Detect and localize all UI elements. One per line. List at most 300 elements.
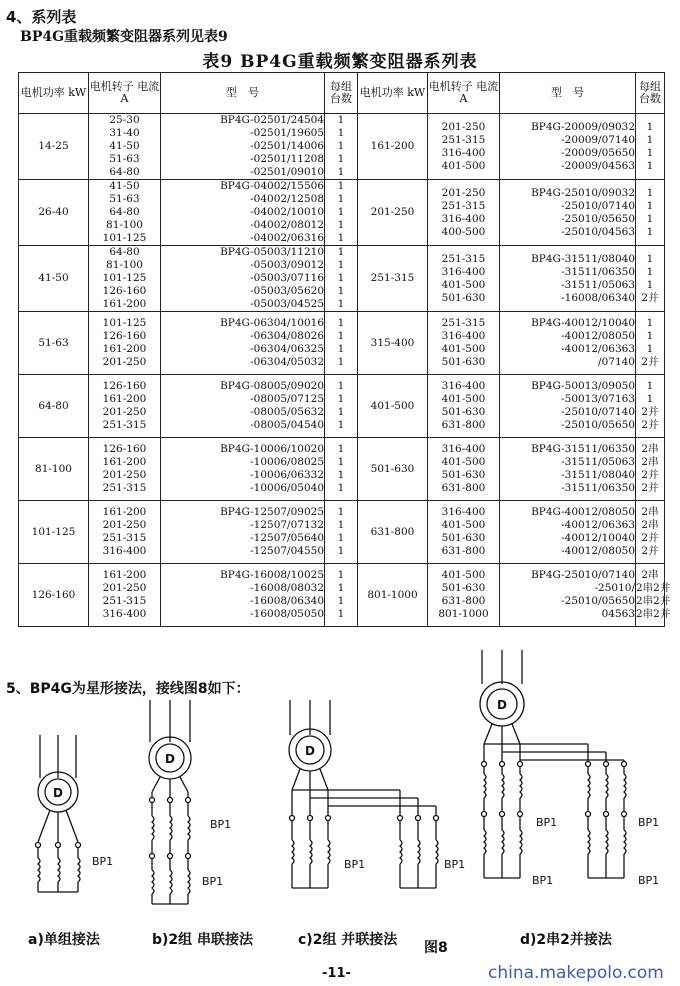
header-current: 电机转子 电流 A — [89, 73, 161, 114]
cell-models-2-line: 04563 — [601, 608, 635, 620]
cell-models-2-line: -25010/05650 — [561, 212, 635, 225]
cell-power: 126-160 — [19, 564, 89, 627]
cell-models-2-line: -20009/07140 — [561, 133, 635, 146]
cell-counts-line: 1 — [337, 419, 345, 431]
cell-models-2-line: -40012/06363 — [561, 343, 635, 355]
cell-models-line: -06304/08026 — [250, 330, 324, 342]
caption-b: b)2组 串联接法 — [152, 932, 254, 948]
cell-models-2-line: BP4G-40012/10040 — [531, 317, 635, 329]
cell-counts-2-line: 2串2并 — [636, 582, 671, 594]
wiring-diagrams — [0, 650, 680, 950]
cell-models-2 — [500, 375, 636, 438]
cell-models — [161, 564, 325, 627]
cell-counts-2-line: 1 — [646, 133, 654, 146]
cell-models-2-line: BP4G-31511/06350 — [531, 443, 635, 455]
cell-counts-2-line: 1 — [646, 278, 654, 291]
bp-label-d1: BP1 — [536, 816, 558, 829]
cell-power: 14-25 — [19, 114, 89, 180]
cell-currents-2-line: 316-400 — [441, 380, 486, 392]
table-row — [19, 246, 665, 312]
cell-counts-line: 1 — [337, 127, 345, 139]
cell-models-line: BP4G-06304/10016 — [220, 317, 324, 329]
cell-counts-line: 1 — [337, 356, 345, 368]
cell-counts-line: 1 — [337, 206, 345, 218]
cell-models — [161, 438, 325, 501]
motor-label-c: D — [305, 744, 315, 758]
header-count: 每组 台数 — [325, 73, 358, 114]
cell-power: 101-125 — [19, 501, 89, 564]
cell-currents — [89, 246, 161, 312]
cell-counts-line: 1 — [337, 343, 345, 355]
cell-currents-line: 251-315 — [102, 532, 147, 544]
cell-models-2-line: BP4G-25010/09032 — [531, 186, 635, 199]
cell-currents-line: 51-63 — [109, 153, 140, 165]
cell-models-2-line: -40012/08050 — [561, 330, 635, 342]
cell-currents-line: 251-315 — [102, 482, 147, 494]
cell-currents-2-line: 501-630 — [441, 406, 486, 418]
cell-power-2: 201-250 — [358, 180, 428, 246]
caption-c: c)2组 并联接法 — [298, 932, 398, 948]
cell-models-2-line: -31511/05063 — [561, 278, 635, 291]
cell-currents-line: 25-30 — [109, 114, 140, 126]
cell-currents-2-line: 316-400 — [441, 265, 486, 278]
cell-power-2: 401-500 — [358, 375, 428, 438]
cell-counts-line: 1 — [337, 140, 345, 152]
cell-counts — [325, 114, 358, 180]
cell-counts-line: 1 — [337, 285, 345, 297]
cell-currents-2-line: 401-500 — [441, 456, 486, 468]
cell-counts-2-line: 2串 — [641, 506, 659, 518]
cell-counts-2-line: 1 — [646, 212, 654, 225]
cell-models-2 — [500, 246, 636, 312]
cell-counts-2 — [636, 501, 665, 564]
watermark: china.makepolo.com — [488, 963, 664, 983]
cell-currents-line: 126-160 — [102, 443, 147, 455]
cell-models-2 — [500, 114, 636, 180]
cell-currents-2-line: 401-500 — [441, 569, 486, 581]
table-row — [19, 114, 665, 180]
cell-counts-line: 1 — [337, 380, 345, 392]
cell-currents-2-line: 801-1000 — [438, 608, 489, 620]
cell-currents-2-line: 401-500 — [441, 159, 486, 172]
cell-models-line: -08005/07125 — [250, 393, 324, 405]
cell-models-2-line: -16008/06340 — [561, 291, 635, 304]
cell-counts-2-line: 1 — [646, 317, 654, 329]
cell-counts-line: 1 — [337, 532, 345, 544]
cell-currents-2-line: 316-400 — [441, 443, 486, 455]
cell-models — [161, 246, 325, 312]
cell-currents-2-line: 401-500 — [441, 343, 486, 355]
cell-counts-line: 1 — [337, 180, 345, 192]
cell-power-2: 631-800 — [358, 501, 428, 564]
cell-currents-line: 81-100 — [106, 219, 143, 231]
cell-counts-2-line: 1 — [646, 225, 654, 238]
cell-counts-2 — [636, 312, 665, 375]
cell-counts-2 — [636, 180, 665, 246]
cell-models-line: BP4G-04002/15506 — [220, 180, 324, 192]
cell-currents-line: 161-200 — [102, 569, 147, 581]
cell-currents-2-line: 631-800 — [441, 482, 486, 494]
cell-models-line: -04002/10010 — [250, 206, 324, 218]
motor-label-d: D — [497, 698, 507, 712]
cell-models-2 — [500, 438, 636, 501]
cell-models-line: BP4G-10006/10020 — [220, 443, 324, 455]
cell-currents-line: 126-160 — [102, 330, 147, 342]
cell-models-line: -06304/05032 — [250, 356, 324, 368]
cell-currents-2-line: 316-400 — [441, 506, 486, 518]
cell-currents-line: 101-125 — [102, 232, 147, 244]
cell-currents-2-line: 400-500 — [441, 225, 486, 238]
cell-counts-line: 1 — [337, 545, 345, 557]
cell-models-2-line: -40012/06363 — [561, 519, 635, 531]
cell-currents-line: 64-80 — [109, 206, 140, 218]
cell-currents-2-line: 201-250 — [441, 186, 486, 199]
cell-counts-2-line: 1 — [646, 343, 654, 355]
cell-models-line: -02501/14006 — [250, 140, 324, 152]
cell-currents-line: 161-200 — [102, 343, 147, 355]
cell-models-2-line: -25010/07140 — [561, 406, 635, 418]
cell-models-2-line: -31511/06350 — [561, 265, 635, 278]
table-row — [19, 438, 665, 501]
cell-models-2 — [500, 501, 636, 564]
cell-currents-2 — [428, 312, 500, 375]
table-row — [19, 564, 665, 627]
cell-models-2-line: -25010/ — [594, 582, 635, 594]
table-title: 表9 BP4G重载频繁变阻器系列表 — [202, 52, 478, 72]
bp-label-c2: BP1 — [444, 858, 466, 871]
cell-counts-2-line: 1 — [646, 199, 654, 212]
bp-label-b1: BP1 — [210, 818, 232, 831]
cell-counts-line: 1 — [337, 317, 345, 329]
cell-models-2 — [500, 180, 636, 246]
cell-models-2-line: -25010/07140 — [561, 199, 635, 212]
cell-counts-2-line: 2串 — [641, 443, 659, 455]
cell-currents-line: 201-250 — [102, 519, 147, 531]
motor-label-a: D — [53, 786, 63, 800]
cell-currents-line: 126-160 — [102, 380, 147, 392]
cell-power-2: 801-1000 — [358, 564, 428, 627]
bp-label-d4: BP1 — [638, 874, 660, 887]
cell-counts-2 — [636, 375, 665, 438]
cell-models-line: -05003/09012 — [250, 259, 324, 271]
cell-currents-line: 64-80 — [109, 246, 140, 258]
cell-models — [161, 501, 325, 564]
cell-counts — [325, 246, 358, 312]
cell-counts-2-line: 1 — [646, 330, 654, 342]
cell-currents-line: 81-100 — [106, 259, 143, 271]
header-power: 电机功率 kW — [19, 73, 89, 114]
cell-counts-2 — [636, 564, 671, 627]
cell-power-2: 315-400 — [358, 312, 428, 375]
cell-currents-2-line: 251-315 — [441, 199, 486, 212]
cell-models-2-line: -31511/06350 — [561, 482, 635, 494]
cell-currents-line: 201-250 — [102, 469, 147, 481]
cell-currents-2 — [428, 180, 500, 246]
cell-currents-line: 41-50 — [109, 180, 140, 192]
cell-models-line: -06304/06325 — [250, 343, 324, 355]
cell-models-line: -16008/05050 — [250, 608, 324, 620]
cell-currents-2-line: 251-315 — [441, 133, 486, 146]
caption-a: a)单组接法 — [28, 932, 100, 948]
cell-counts-2-line: 2并 — [641, 419, 659, 431]
cell-counts-2-line: 1 — [646, 380, 654, 392]
cell-counts-line: 1 — [337, 506, 345, 518]
cell-models-line: -08005/05632 — [250, 406, 324, 418]
cell-models-2-line: BP4G-20009/09032 — [531, 120, 635, 133]
cell-models-line: -02501/09010 — [250, 166, 324, 178]
cell-models — [161, 114, 325, 180]
cell-currents-line: 161-200 — [102, 393, 147, 405]
cell-models-2-line: -25010/05650 — [561, 595, 635, 607]
cell-counts-line: 1 — [337, 406, 345, 418]
cell-currents-2 — [428, 246, 500, 312]
cell-counts-2-line: 1 — [646, 120, 654, 133]
cell-models-2 — [500, 312, 636, 375]
cell-models-line: -10006/08025 — [250, 456, 324, 468]
bp-label-d3: BP1 — [532, 874, 554, 887]
cell-models-line: BP4G-08005/09020 — [220, 380, 324, 392]
diagram-d — [480, 650, 627, 878]
cell-counts-line: 1 — [337, 608, 345, 620]
cell-counts-line: 1 — [337, 582, 345, 594]
cell-currents-2 — [428, 564, 500, 627]
cell-counts-line: 1 — [337, 569, 345, 581]
bp-label-d2: BP1 — [638, 816, 660, 829]
header-model-2: 型 号 — [500, 73, 636, 114]
cell-counts — [325, 180, 358, 246]
cell-models — [161, 312, 325, 375]
cell-currents-line: 161-200 — [102, 506, 147, 518]
table-header-row — [19, 73, 665, 114]
cell-power-2: 161-200 — [358, 114, 428, 180]
cell-currents-line: 101-125 — [102, 272, 147, 284]
cell-currents — [89, 312, 161, 375]
cell-counts-2 — [636, 114, 665, 180]
cell-currents-2 — [428, 375, 500, 438]
cell-models-line: -02501/11208 — [250, 153, 324, 165]
cell-counts-2-line: 1 — [646, 186, 654, 199]
cell-currents-line: 316-400 — [102, 545, 147, 557]
cell-models-line: -05003/04525 — [250, 298, 324, 310]
section-4-subheading: BP4G重载频繁变阻器系列见表9 — [20, 29, 228, 45]
cell-currents-2-line: 316-400 — [441, 212, 486, 225]
cell-models-line: -16008/06340 — [250, 595, 324, 607]
cell-power-2: 501-630 — [358, 438, 428, 501]
cell-models-2-line: -31511/05063 — [561, 456, 635, 468]
cell-models — [161, 375, 325, 438]
cell-models-line: -12507/07132 — [250, 519, 324, 531]
table-row — [19, 312, 665, 375]
cell-currents-2-line: 631-800 — [441, 595, 486, 607]
cell-currents-2-line: 316-400 — [441, 146, 486, 159]
cell-currents — [89, 375, 161, 438]
cell-currents-line: 201-250 — [102, 582, 147, 594]
cell-counts-line: 1 — [337, 456, 345, 468]
cell-models-2-line: BP4G-50013/09050 — [531, 380, 635, 392]
cell-models-2-line: /07140 — [598, 356, 635, 368]
cell-currents — [89, 438, 161, 501]
cell-currents-line: 201-250 — [102, 356, 147, 368]
figure-label: 图8 — [424, 940, 448, 956]
cell-counts-line: 1 — [337, 193, 345, 205]
cell-power-2: 251-315 — [358, 246, 428, 312]
cell-currents-line: 51-63 — [109, 193, 140, 205]
cell-models-2-line: -20009/04563 — [561, 159, 635, 172]
cell-models-line: -04002/06316 — [250, 232, 324, 244]
diagram-b — [149, 700, 191, 904]
cell-counts-2-line: 2并 — [641, 291, 659, 304]
cell-models-2-line: BP4G-31511/08040 — [531, 252, 635, 265]
cell-counts-line: 1 — [337, 246, 345, 258]
cell-models-2-line: -50013/07163 — [561, 393, 635, 405]
series-table — [18, 72, 671, 627]
cell-currents-line: 161-200 — [102, 456, 147, 468]
table-row — [19, 501, 665, 564]
cell-models-line: -12507/05640 — [250, 532, 324, 544]
cell-counts-2-line: 2并 — [641, 482, 659, 494]
cell-models-2-line: -25010/05650 — [561, 419, 635, 431]
cell-models-line: -04002/12508 — [250, 193, 324, 205]
cell-counts-2-line: 2并 — [641, 469, 659, 481]
cell-currents-line: 161-200 — [102, 298, 147, 310]
cell-counts-2-line: 2并 — [641, 532, 659, 544]
cell-currents-line: 101-125 — [102, 317, 147, 329]
cell-counts-2-line: 2串2并 — [636, 608, 671, 620]
section-5-heading: 5、BP4G为星形接法，接线图8如下： — [6, 681, 250, 697]
cell-counts-2 — [636, 438, 665, 501]
cell-models-line: BP4G-16008/10025 — [220, 569, 324, 581]
cell-counts-2-line: 1 — [646, 146, 654, 159]
caption-d: d)2串2并接法 — [520, 932, 612, 948]
table-row — [19, 375, 665, 438]
cell-models-line: -04002/08012 — [250, 219, 324, 231]
cell-currents-2 — [428, 438, 500, 501]
bp-label-c1: BP1 — [344, 858, 366, 871]
cell-models — [161, 180, 325, 246]
cell-power: 64-80 — [19, 375, 89, 438]
cell-currents-2 — [428, 114, 500, 180]
cell-models-2-line: -40012/08050 — [561, 545, 635, 557]
table-row — [19, 180, 665, 246]
cell-counts-2-line: 2串2并 — [636, 595, 671, 607]
cell-currents — [89, 114, 161, 180]
cell-models-2-line: -25010/04563 — [561, 225, 635, 238]
cell-currents-line: 31-40 — [109, 127, 140, 139]
cell-counts-line: 1 — [337, 219, 345, 231]
cell-currents-2-line: 401-500 — [441, 393, 486, 405]
cell-counts-line: 1 — [337, 272, 345, 284]
cell-counts — [325, 438, 358, 501]
cell-models-line: -16008/08032 — [250, 582, 324, 594]
cell-models-line: BP4G-12507/09025 — [220, 506, 324, 518]
cell-models-line: BP4G-02501/24504 — [220, 114, 324, 126]
cell-counts-2-line: 1 — [646, 159, 654, 172]
cell-currents-2-line: 501-630 — [441, 356, 486, 368]
cell-models-line: -05003/05620 — [250, 285, 324, 297]
cell-counts-2-line: 1 — [646, 252, 654, 265]
cell-counts-line: 1 — [337, 443, 345, 455]
cell-currents-2-line: 501-630 — [441, 532, 486, 544]
cell-counts-line: 1 — [337, 166, 345, 178]
cell-models-line: -08005/04540 — [250, 419, 324, 431]
cell-models-line: -10006/06332 — [250, 469, 324, 481]
cell-counts-2-line: 1 — [646, 265, 654, 278]
cell-counts — [325, 312, 358, 375]
cell-currents-2-line: 631-800 — [441, 545, 486, 557]
header-model: 型 号 — [161, 73, 325, 114]
cell-counts — [325, 501, 358, 564]
cell-models-2-line: -40012/10040 — [561, 532, 635, 544]
page-number: -11- — [322, 966, 351, 981]
cell-models-line: -05003/07116 — [250, 272, 324, 284]
cell-counts-2-line: 2并 — [641, 356, 659, 368]
table-body — [19, 114, 671, 627]
cell-power: 41-50 — [19, 246, 89, 312]
header-current-2: 电机转子 电流 A — [428, 73, 500, 114]
cell-power: 51-63 — [19, 312, 89, 375]
cell-counts-line: 1 — [337, 519, 345, 531]
cell-counts-line: 1 — [337, 469, 345, 481]
cell-counts-line: 1 — [337, 153, 345, 165]
cell-currents-2-line: 251-315 — [441, 317, 486, 329]
cell-counts — [325, 564, 358, 627]
header-power-2: 电机功率 kW — [358, 73, 428, 114]
cell-counts-line: 1 — [337, 232, 345, 244]
bp-label-a: BP1 — [92, 855, 114, 868]
cell-counts-2 — [636, 246, 665, 312]
cell-models-2-line: -20009/05650 — [561, 146, 635, 159]
cell-counts-line: 1 — [337, 482, 345, 494]
cell-counts — [325, 375, 358, 438]
cell-models-2-line: BP4G-25010/07140 — [531, 569, 635, 581]
cell-counts-2-line: 2串 — [641, 569, 659, 581]
cell-currents — [89, 501, 161, 564]
header-count-2: 每组 台数 — [636, 73, 665, 114]
cell-counts-2-line: 2并 — [641, 545, 659, 557]
cell-currents — [89, 564, 161, 627]
cell-currents-line: 64-80 — [109, 166, 140, 178]
cell-currents — [89, 180, 161, 246]
cell-currents-2-line: 201-250 — [441, 120, 486, 133]
cell-models-line: -02501/19605 — [250, 127, 324, 139]
cell-currents-2-line: 631-800 — [441, 419, 486, 431]
cell-currents-2 — [428, 501, 500, 564]
cell-currents-line: 251-315 — [102, 595, 147, 607]
cell-currents-line: 201-250 — [102, 406, 147, 418]
bp-label-b2: BP1 — [202, 875, 224, 888]
cell-models-2-line: BP4G-40012/08050 — [531, 506, 635, 518]
cell-counts-2-line: 1 — [646, 393, 654, 405]
cell-counts-line: 1 — [337, 114, 345, 126]
cell-currents-line: 126-160 — [102, 285, 147, 297]
cell-power: 26-40 — [19, 180, 89, 246]
cell-models-line: -10006/05040 — [250, 482, 324, 494]
cell-currents-2-line: 251-315 — [441, 252, 486, 265]
cell-models-2-line: -31511/08040 — [561, 469, 635, 481]
cell-models-line: BP4G-05003/11210 — [220, 246, 324, 258]
motor-label-b: D — [165, 752, 175, 766]
cell-currents-2-line: 501-630 — [441, 582, 486, 594]
cell-models-2 — [500, 564, 636, 627]
cell-models-line: -12507/04550 — [250, 545, 324, 557]
cell-currents-2-line: 401-500 — [441, 278, 486, 291]
diagram-a — [36, 735, 81, 892]
cell-currents-2-line: 316-400 — [441, 330, 486, 342]
cell-counts-2-line: 2串 — [641, 456, 659, 468]
section-4-heading: 4、系列表 — [6, 8, 77, 26]
cell-counts-line: 1 — [337, 330, 345, 342]
cell-counts-2-line: 2串 — [641, 519, 659, 531]
